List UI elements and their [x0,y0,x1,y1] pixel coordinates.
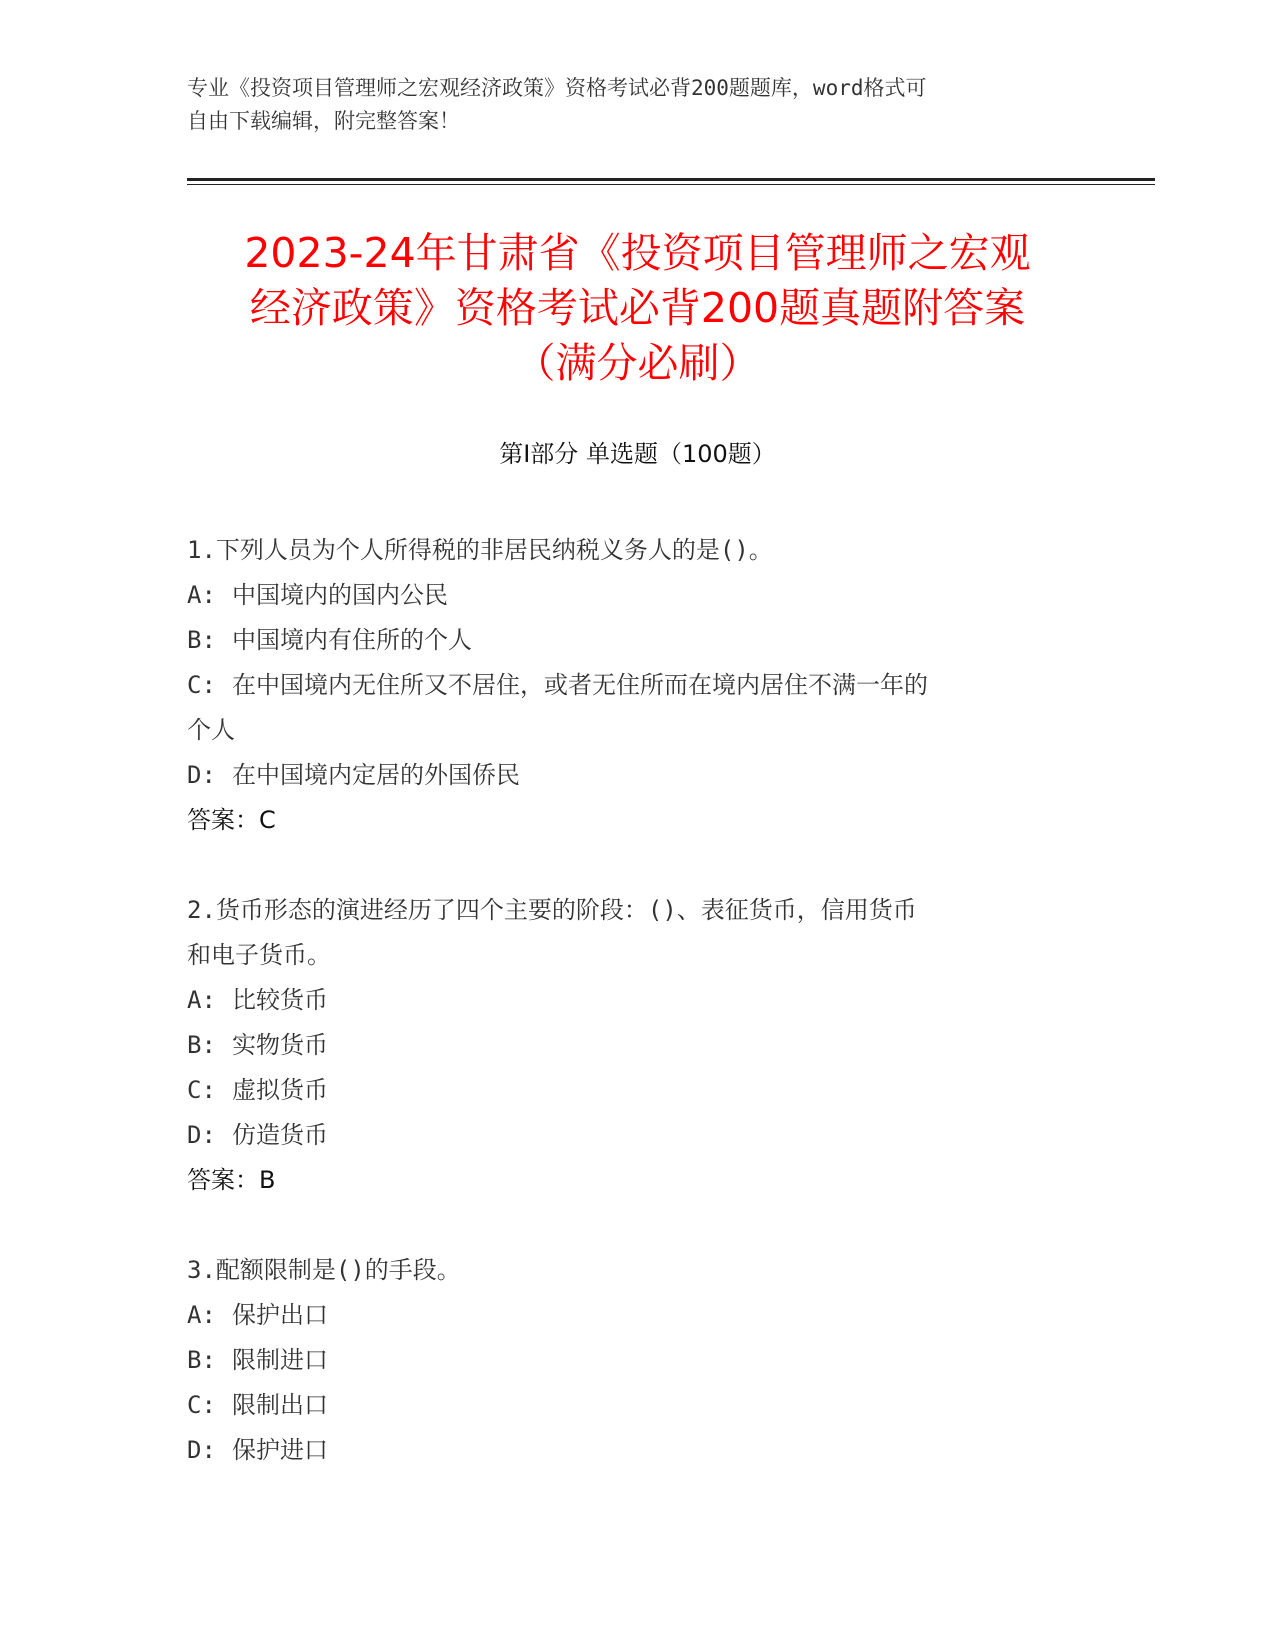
option-text: 在中国境内无住所又不居住，或者无住所而在境内居住不满一年的 [232,671,928,699]
option-b [187,1338,1077,1383]
question-item [187,1248,1077,1473]
title-line: 经济政策》资格考试必背200题真题附答案 [249,284,1026,332]
header-divider-thick [187,178,1155,181]
option-d [187,1428,1077,1473]
question-stem-continuation: 和电子货币。 [187,941,331,969]
option-key: A: [187,1301,216,1329]
option-c [187,1383,1077,1428]
option-text: 在中国境内定居的外国侨民 [232,761,520,789]
option-key: C: [187,1076,216,1104]
option-key: D: [187,1436,216,1464]
option-key: A: [187,581,216,609]
option-d [187,753,1077,798]
header-divider-thin [187,184,1155,185]
option-a [187,573,1077,618]
question-stem: 2.货币形态的演进经历了四个主要的阶段：()、表征货币，信用货币 [187,896,917,924]
option-a [187,1293,1077,1338]
answer: 答案：B [187,1166,276,1194]
option-key: C: [187,671,216,699]
option-key: B: [187,1031,216,1059]
option-text: 中国境内的国内公民 [232,581,448,609]
option-text: 中国境内有住所的个人 [232,626,472,654]
option-a [187,978,1077,1023]
option-text: 限制进口 [232,1346,328,1374]
option-text: 保护进口 [232,1436,328,1464]
option-key: D: [187,1121,216,1149]
option-c-continuation: 个人 [187,716,235,744]
option-text: 保护出口 [232,1301,328,1329]
header-note [187,72,1067,138]
option-key: C: [187,1391,216,1419]
section-heading: 第Ⅰ部分 单选题（100题） [499,440,776,468]
option-key: B: [187,1346,216,1374]
title-line: 2023-24年甘肃省《投资项目管理师之宏观 [244,229,1031,277]
option-text: 虚拟货币 [232,1076,328,1104]
question-stem: 3.配额限制是()的手段。 [187,1256,461,1284]
option-d [187,1113,1077,1158]
header-note-line: 专业《投资项目管理师之宏观经济政策》资格考试必背200题题库，word格式可 [187,76,927,100]
option-key: D: [187,761,216,789]
option-b [187,1023,1077,1068]
option-c [187,663,1077,708]
header-note-line: 自由下载编辑，附完整答案！ [187,109,460,133]
answer: 答案：C [187,806,276,834]
option-text: 比较货币 [232,986,328,1014]
option-b [187,618,1077,663]
option-key: B: [187,626,216,654]
title-line: （满分必刷） [514,339,761,387]
question-item [187,888,1077,1203]
option-key: A: [187,986,216,1014]
document-title [190,226,1085,391]
question-item [187,528,1077,843]
option-text: 实物货币 [232,1031,328,1059]
question-list [187,528,1077,1518]
option-text: 仿造货币 [232,1121,328,1149]
option-text: 限制出口 [232,1391,328,1419]
question-stem: 1.下列人员为个人所得税的非居民纳税义务人的是()。 [187,536,773,564]
option-c [187,1068,1077,1113]
